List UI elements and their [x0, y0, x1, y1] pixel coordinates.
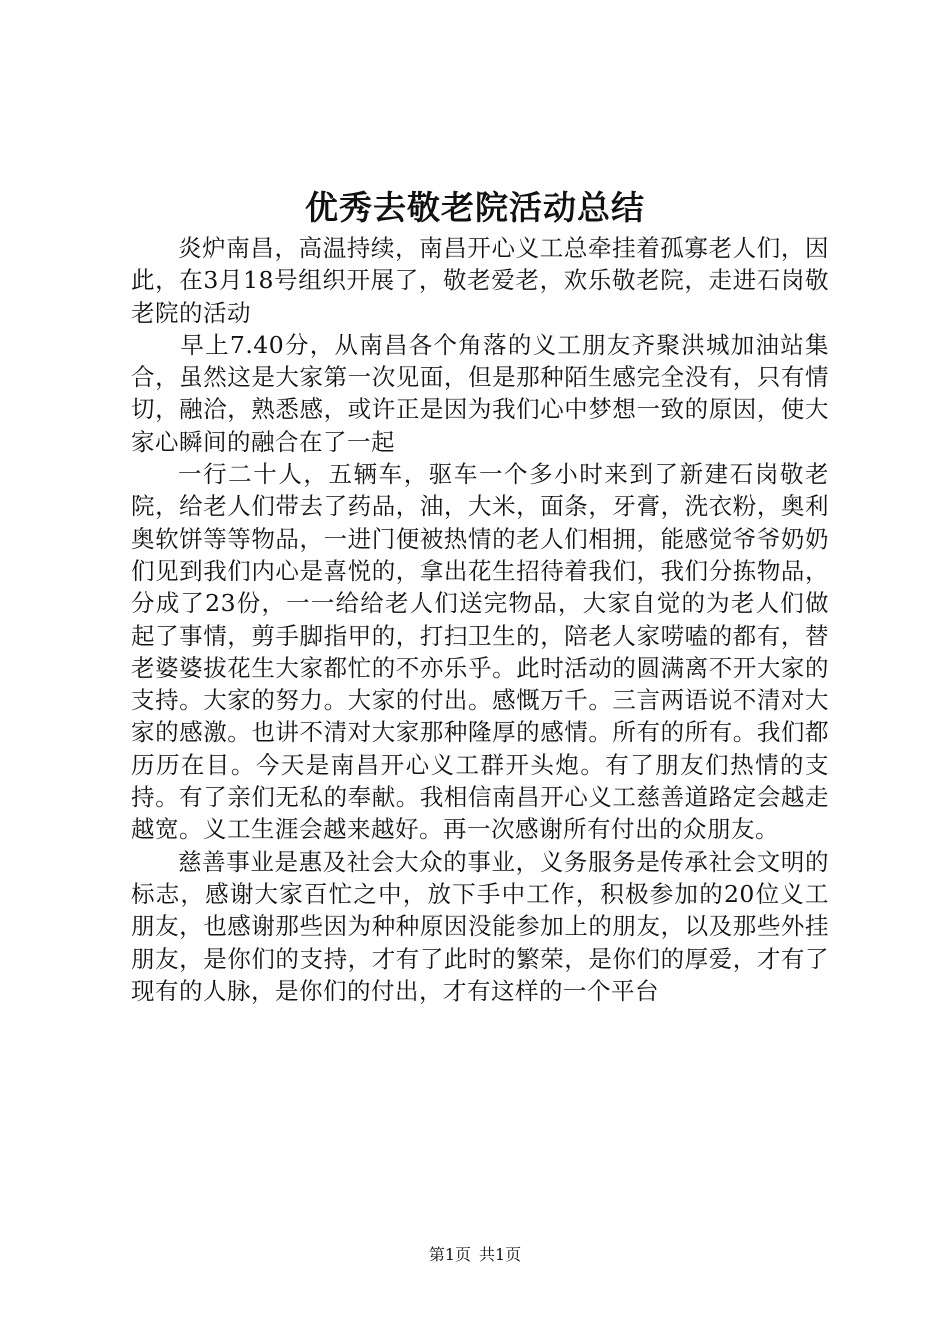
page-footer	[0, 1244, 950, 1266]
paragraph-intro: 炎炉南昌，高温持续，南昌开心义工总牵挂着孤寡老人们，因此，在3月18号组织开展了，敬老爱老，欢乐敬老院，走进石岗敬老院的活动	[131, 234, 829, 327]
paragraph-activity: 一行二十人，五辆车，驱车一个多小时来到了新建石岗敬老院，给老人们带去了药品，油，大米，面条，牙膏，洗衣粉，奥利奥软饼等等物品，一进门便被热情的老人们相拥，能感觉爷爷奶奶们见到我们内心是喜悦的，拿出花生招待着我们，我们分拣物品，分成了23份，一一给给老人们送完物品，大家自觉的为老人们做起了事情，剪手脚指甲的，打扫卫生的，陪老人家唠嗑的都有，替老婆婆拔花生大家都忙的不亦乐乎。此时活动的圆满离不开大家的支持。大家的努力。大家的付出。感慨万千。三言两语说不清对大家的感激。也讲不清对大家那种隆厚的感情。所有的所有。我们都历历在目。今天是南昌开心义工群开头炮。有了朋友们热情的支持。有了亲们无私的奉献。我相信南昌开心义工慈善道路定会越走越宽。义工生涯会越来越好。再一次感谢所有付出的众朋友。	[131, 460, 829, 844]
paragraph-thanks: 慈善事业是惠及社会大众的事业，义务服务是传承社会文明的标志，感谢大家百忙之中，放下手中工作，积极参加的20位义工朋友，也感谢那些因为种种原因没能参加上的朋友，以及那些外挂朋友，是你们的支持，才有了此时的繁荣，是你们的厚爱，才有了现有的人脉，是你们的付出，才有这样的一个平台	[131, 847, 829, 1005]
paragraph-gathering: 早上7.40分，从南昌各个角落的义工朋友齐聚洪城加油站集合，虽然这是大家第一次见面，但是那种陌生感完全没有，只有情切，融洽，熟悉感，或许正是因为我们心中梦想一致的原因，使大家心瞬间的融合在了一起	[131, 330, 829, 456]
page-total: 共1页	[479, 1245, 522, 1264]
page-number: 第1页	[428, 1245, 471, 1264]
document-body	[131, 232, 829, 1007]
page-title: 优秀去敬老院活动总结	[305, 188, 645, 227]
